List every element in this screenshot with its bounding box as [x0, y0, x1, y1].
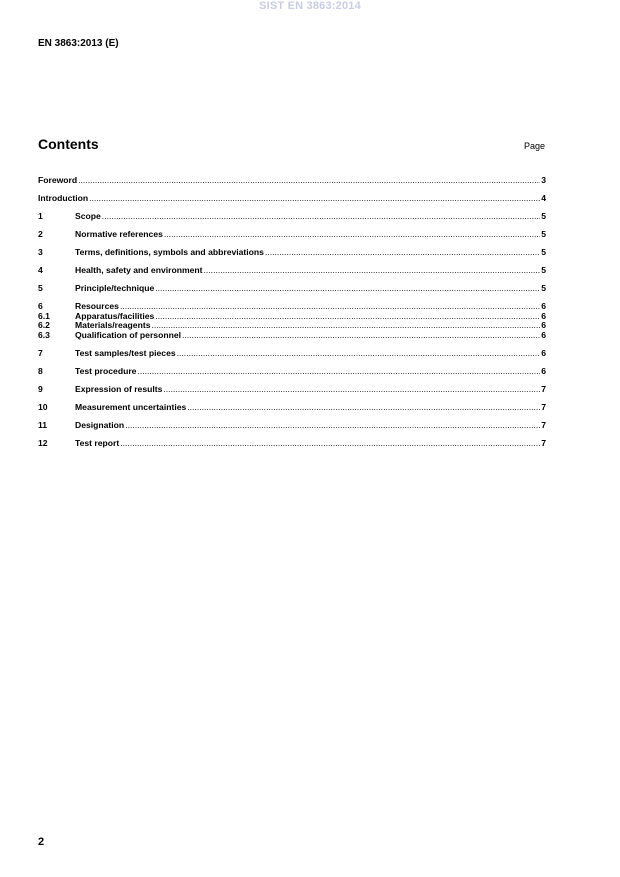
toc-leader-dots [204, 266, 541, 276]
toc-entry-title: Qualification of personnel [75, 330, 181, 340]
toc-entry-number: 4 [38, 266, 43, 275]
toc-entry-page: 5 [541, 248, 546, 257]
toc-entry-title: Test samples/test pieces [75, 348, 176, 358]
toc-entry-foreword[interactable] [38, 176, 546, 186]
toc-entry-page: 6 [541, 311, 546, 321]
toc-entry-introduction[interactable] [38, 194, 546, 204]
contents-title: Contents [38, 136, 99, 152]
toc-entry-page: 6 [541, 348, 546, 358]
toc-entry-page: 6 [541, 321, 546, 330]
toc-entry-test-samples[interactable] [38, 349, 546, 359]
toc-entry-title: Resources [75, 302, 119, 311]
toc-entry-title: Test procedure [75, 366, 137, 376]
document-id: EN 3863:2013 (E) [38, 38, 119, 49]
toc-entry-page: 7 [541, 420, 546, 430]
toc-entry-title: Designation [75, 420, 125, 430]
watermark: SIST EN 3863:2014 [259, 0, 361, 12]
toc-entry-normative-references[interactable] [38, 230, 546, 240]
toc-entry-title: Test report [75, 438, 120, 448]
toc-entry-title: Normative references [75, 230, 163, 239]
toc-entry-number: 6.2 [38, 321, 50, 330]
toc-leader-dots [120, 302, 540, 312]
toc-leader-dots [137, 367, 540, 377]
toc-leader-dots [155, 312, 540, 322]
toc-leader-dots [177, 349, 541, 359]
toc-entry-title: Measurement uncertainties [75, 402, 187, 412]
toc-entry-scope[interactable] [38, 212, 546, 222]
toc-entry-title: Apparatus/facilities [75, 311, 155, 321]
toc-entry-expression-results[interactable] [38, 385, 546, 395]
page-column-label: Page [523, 141, 545, 151]
toc-entry-page: 6 [541, 302, 546, 311]
toc-entry-title: Terms, definitions, symbols and abbreviations [75, 248, 264, 257]
toc-entry-number: 8 [38, 366, 43, 376]
toc-entry-number: 10 [38, 402, 48, 412]
toc-entry-number: 3 [38, 248, 43, 257]
toc-leader-dots [155, 284, 540, 294]
toc-entry-page: 5 [541, 212, 546, 221]
toc-entry-number: 1 [38, 212, 43, 221]
toc-entry-terms-definitions[interactable] [38, 248, 546, 258]
toc-entry-principle-technique[interactable] [38, 284, 546, 294]
toc-leader-dots [120, 439, 540, 449]
toc-entry-number: 11 [38, 420, 48, 430]
toc-leader-dots [187, 403, 540, 413]
toc-leader-dots [102, 212, 540, 222]
toc-entry-number: 12 [38, 438, 48, 448]
toc-leader-dots [164, 230, 540, 240]
toc-entry-page: 7 [541, 384, 546, 394]
toc-entry-number: 5 [38, 284, 43, 293]
toc-entry-title: Health, safety and environment [75, 266, 203, 275]
toc-leader-dots [125, 421, 540, 431]
toc-entry-number: 6 [38, 302, 43, 311]
toc-leader-dots [78, 176, 540, 186]
toc-entry-resources[interactable] [38, 302, 546, 312]
toc-entry-title: Introduction [38, 194, 89, 203]
toc-entry-title: Principle/technique [75, 284, 155, 293]
toc-entry-page: 7 [541, 402, 546, 412]
toc-leader-dots [151, 321, 540, 331]
toc-leader-dots [182, 331, 540, 341]
toc-entry-page: 4 [541, 194, 546, 203]
toc-entry-qualification-personnel[interactable] [38, 331, 546, 341]
toc-leader-dots [265, 248, 540, 258]
toc-entry-page: 5 [541, 230, 546, 239]
toc-entry-number: 9 [38, 384, 43, 394]
toc-entry-designation[interactable] [38, 421, 546, 431]
toc-entry-apparatus-facilities[interactable] [38, 312, 546, 322]
table-of-contents [38, 176, 546, 448]
toc-entry-page: 7 [541, 438, 546, 448]
toc-entry-title: Foreword [38, 176, 78, 185]
toc-entry-health-safety[interactable] [38, 266, 546, 276]
toc-entry-test-report[interactable] [38, 439, 546, 449]
page-number: 2 [38, 836, 45, 848]
toc-entry-page: 5 [541, 284, 546, 293]
toc-entry-number: 6.3 [38, 330, 50, 340]
toc-entry-test-procedure[interactable] [38, 367, 546, 377]
toc-entry-title: Materials/reagents [75, 321, 151, 330]
toc-entry-number: 7 [38, 348, 43, 358]
toc-entry-page: 6 [541, 330, 546, 340]
toc-entry-page: 5 [541, 266, 546, 275]
toc-entry-number: 6.1 [38, 311, 50, 321]
toc-entry-page: 3 [541, 176, 546, 185]
toc-entry-number: 2 [38, 230, 43, 239]
toc-entry-title: Expression of results [75, 384, 163, 394]
toc-entry-title: Scope [75, 212, 101, 221]
toc-entry-measurement-uncertainties[interactable] [38, 403, 546, 413]
toc-leader-dots [163, 385, 540, 395]
toc-leader-dots [89, 194, 540, 204]
toc-entry-materials-reagents[interactable] [38, 321, 546, 331]
toc-entry-page: 6 [541, 366, 546, 376]
